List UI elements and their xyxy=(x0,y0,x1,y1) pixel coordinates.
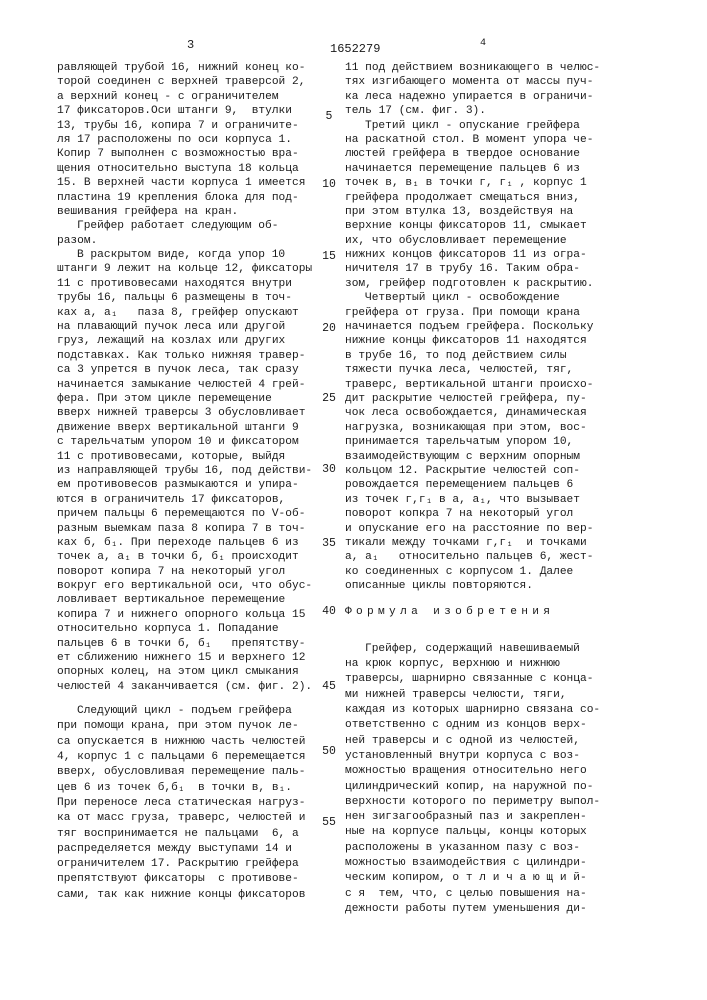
patent-number: 1652279 xyxy=(330,42,380,56)
text-line: пластина 19 крепления блока для под- xyxy=(57,191,322,205)
text-line: Копир 7 выполнен с возможностью вра- xyxy=(57,147,322,161)
text-line: а, а₁ относительно пальцев 6, жест- xyxy=(345,550,645,564)
text-line: вверх нижней траверсы 3 обусловливает xyxy=(57,406,322,420)
text-line: ет сближению нижнего 15 и верхнего 12 xyxy=(57,651,322,665)
text-line: расположены в указанном пазу с воз- xyxy=(345,841,645,856)
text-line: разным выемкам паза 8 копира 7 в точ- xyxy=(57,522,322,536)
line-number: 10 xyxy=(320,178,338,191)
text-line: при помощи крана, при этом пучок ле- xyxy=(57,719,322,734)
text-line: разом. xyxy=(57,234,322,248)
text-line: поворот копкра 7 на некоторый угол xyxy=(345,507,645,521)
line-number: 50 xyxy=(320,745,338,758)
text-line: грейфера продолжает смещаться вниз, xyxy=(345,191,645,205)
line-number: 25 xyxy=(320,392,338,405)
text-line: нижних концов фиксаторов 11 из огра- xyxy=(345,248,645,262)
line-number: 5 xyxy=(320,110,338,123)
text-line: ля 17 расположены по оси корпуса 1. xyxy=(57,133,322,147)
page-number-left: 3 xyxy=(187,38,194,52)
text-line: нагрузка, возникающая при этом, вос- xyxy=(345,421,645,435)
text-line: препятствуют фиксаторы с противове- xyxy=(57,872,322,887)
text-line: равляющей трубой 16, нижний конец ко- xyxy=(57,61,322,75)
text-line: са опускается в нижнюю часть челюстей xyxy=(57,735,322,750)
text-line: ней траверсы и с одной из челюстей, xyxy=(345,734,645,749)
text-line: грейфера от груза. При помощи крана xyxy=(345,306,645,320)
line-number: 30 xyxy=(320,463,338,476)
text-line: ем противовесов размыкаются и упира- xyxy=(57,478,322,492)
text-line: и опускание его на расстояние по вер- xyxy=(345,522,645,536)
text-line: движение вверх вертикальной штанги 9 xyxy=(57,421,322,435)
text-line: начинается перемещение пальцев 6 из xyxy=(345,162,645,176)
text-line: штанги 9 лежит на кольце 12, фиксаторы xyxy=(57,262,322,276)
text-line: кольцом 12. Раскрытие челюстей соп- xyxy=(345,464,645,478)
text-line: поворот копира 7 на некоторый угол xyxy=(57,565,322,579)
text-line: цев 6 из точек б,б₁ в точки в, в₁. xyxy=(57,781,322,796)
text-line: Грейфер, содержащий навешиваемый xyxy=(345,642,645,657)
text-line: ческим копиром, о т л и ч а ю щ и й- xyxy=(345,871,645,886)
text-line: 4, корпус 1 с пальцами 6 перемещается xyxy=(57,750,322,765)
right-text-column xyxy=(345,61,645,917)
text-line: описанные циклы повторяются. xyxy=(345,579,645,593)
line-number: 45 xyxy=(320,680,338,693)
text-line: тяжести пучка леса, челюстей, тяг, xyxy=(345,363,645,377)
text-line: При переносе леса статическая нагруз- xyxy=(57,796,322,811)
text-line: челюстей 4 заканчивается (см. фиг. 2). xyxy=(57,680,322,694)
text-line: дежности работы путем уменьшения ди- xyxy=(345,902,645,917)
paragraph xyxy=(57,248,322,694)
text-line: при этом втулка 13, воздействуя на xyxy=(345,205,645,219)
text-line: сами, так как нижние концы фиксаторов xyxy=(57,888,322,903)
text-line: ках б, б₁. При переходе пальцев 6 из xyxy=(57,536,322,550)
text-line: ловливает вертикальное перемещение xyxy=(57,593,322,607)
text-line: щения относительно выступа 18 кольца xyxy=(57,162,322,176)
text-line: 11 под действием возникающего в челюс- xyxy=(345,61,645,75)
text-line: установленный внутри корпуса с воз- xyxy=(345,749,645,764)
text-line: можностью взаимодействия с цилиндри- xyxy=(345,856,645,871)
text-line: вверх, обусловливая перемещение паль- xyxy=(57,765,322,780)
text-line: распределяется между выступами 14 и xyxy=(57,842,322,857)
text-line: на раскатной стол. В момент упора че- xyxy=(345,133,645,147)
text-line: 15. В верхней части корпуса 1 имеется xyxy=(57,176,322,190)
text-line: принимается тарельчатым упором 10, xyxy=(345,435,645,449)
text-line: люстей грейфера в твердое основание xyxy=(345,147,645,161)
text-line: са 3 упрется в пучок леса, так сразу xyxy=(57,363,322,377)
text-line: дит раскрытие челюстей грейфера, пу- xyxy=(345,392,645,406)
text-line: ках а, а₁ паза 8, грейфер опускают xyxy=(57,306,322,320)
paragraph xyxy=(57,219,322,248)
text-line: ка от масс груза, траверс, челюстей и xyxy=(57,811,322,826)
paragraph xyxy=(345,642,645,917)
line-number: 55 xyxy=(320,816,338,829)
text-line: с тарельчатым упором 10 и фиксатором xyxy=(57,435,322,449)
text-line: трубы 16, пальцы 6 размещены в точ- xyxy=(57,291,322,305)
text-line: пальцев 6 в точки б, б₁ препятству- xyxy=(57,637,322,651)
text-line: зом, грейфер подготовлен к раскрытию. xyxy=(345,277,645,291)
text-line: чок леса освобождается, динамическая xyxy=(345,406,645,420)
paragraph xyxy=(57,704,322,903)
text-line: точек а, а₁ в точки б, б₁ происходит xyxy=(57,550,322,564)
paragraph xyxy=(345,291,645,593)
text-line: начинается замыкание челюстей 4 грей- xyxy=(57,378,322,392)
text-line: взаимодействующим с верхним опорным xyxy=(345,450,645,464)
text-line: из направляющей трубы 16, под действи- xyxy=(57,464,322,478)
page-number-right: 4 xyxy=(480,38,486,49)
text-line: можностью вращения относительно него xyxy=(345,764,645,779)
text-line: траверсы, шарнирно связанные с конца- xyxy=(345,672,645,687)
text-line: относительно корпуса 1. Попадание xyxy=(57,622,322,636)
text-line: Следующий цикл - подъем грейфера xyxy=(57,704,322,719)
text-line: ются в ограничитель 17 фиксаторов, xyxy=(57,493,322,507)
text-line: вокруг его вертикальной оси, что обус- xyxy=(57,579,322,593)
text-line: вешивания грейфера на кран. xyxy=(57,205,322,219)
text-line: 11 с противовесами находятся внутри xyxy=(57,277,322,291)
line-number: 20 xyxy=(320,322,338,335)
text-line: торой соединен с верхней траверсой 2, xyxy=(57,75,322,89)
text-line: тях изгибающего момента от массы пуч- xyxy=(345,75,645,89)
text-line: нен зигзагообразный паз и закреплен- xyxy=(345,810,645,825)
text-line: с я тем, что, с целью повышения на- xyxy=(345,887,645,902)
text-line: точек в, в₁ в точки г, г₁ , корпус 1 xyxy=(345,176,645,190)
line-number: 15 xyxy=(320,250,338,263)
text-line: на плавающий пучок леса или другой xyxy=(57,320,322,334)
text-line: на крюк корпус, верхнюю и нижнюю xyxy=(345,657,645,672)
text-line: 11 с противовесами, которые, выйдя xyxy=(57,450,322,464)
text-line: 17 фиксаторов.Оси штанги 9, втулки xyxy=(57,104,322,118)
text-line: ровождается перемещением пальцев 6 xyxy=(345,478,645,492)
line-number: 40 xyxy=(320,605,338,618)
left-text-column xyxy=(57,61,322,903)
text-line: каждая из которых шарнирно связана со- xyxy=(345,703,645,718)
text-line: ка леса надежно упирается в ограничи- xyxy=(345,90,645,104)
text-line: причем пальцы 6 перемещаются по V-об- xyxy=(57,507,322,521)
text-line: тяг воспринимается не пальцами 6, а xyxy=(57,827,322,842)
paragraph xyxy=(345,119,645,292)
text-line: траверс, вертикальной штанги происхо- xyxy=(345,378,645,392)
text-line: начинается подъем грейфера. Поскольку xyxy=(345,320,645,334)
text-line: ко соединенных с корпусом 1. Далее xyxy=(345,565,645,579)
text-line: а верхний конец - с ограничителем xyxy=(57,90,322,104)
text-line: 13, трубы 16, копира 7 и ограничите- xyxy=(57,119,322,133)
text-line: ные на корпусе пальцы, концы которых xyxy=(345,825,645,840)
text-line: Грейфер работает следующим об- xyxy=(57,219,322,233)
text-line: опорных колец, на этом цикл смыкания xyxy=(57,665,322,679)
text-line: фера. При этом цикле перемещение xyxy=(57,392,322,406)
text-line: верхности которого по периметру выпол- xyxy=(345,795,645,810)
text-line: ответственно с одним из концов верх- xyxy=(345,718,645,733)
text-line: нижние концы фиксаторов 11 находятся xyxy=(345,334,645,348)
text-line: Третий цикл - опускание грейфера xyxy=(345,119,645,133)
text-line: их, что обусловливает перемещение xyxy=(345,234,645,248)
formula-heading: Формула изобретения xyxy=(345,605,645,619)
text-line: тель 17 (см. фиг. 3). xyxy=(345,104,645,118)
text-line: В раскрытом виде, когда упор 10 xyxy=(57,248,322,262)
text-line: ограничителем 17. Раскрытию грейфера xyxy=(57,857,322,872)
text-line: из точек г,г₁ в а, а₁, что вызывает xyxy=(345,493,645,507)
paragraph xyxy=(345,61,645,119)
text-line: ми нижней траверсы челюсти, тяги, xyxy=(345,688,645,703)
text-line: подставках. Как только нижняя травер- xyxy=(57,349,322,363)
text-line: цилиндрический копир, на наружной по- xyxy=(345,780,645,795)
text-line: груз, лежащий на козлах или других xyxy=(57,334,322,348)
text-line: копира 7 и нижнего опорного кольца 15 xyxy=(57,608,322,622)
text-line: в трубе 16, то под действием силы xyxy=(345,349,645,363)
text-line: Четвертый цикл - освобождение xyxy=(345,291,645,305)
line-number: 35 xyxy=(320,537,338,550)
text-line: тикали между точками г,г₁ и точками xyxy=(345,536,645,550)
text-line: верхние концы фиксаторов 11, смыкает xyxy=(345,219,645,233)
text-line: ничителя 17 в трубу 16. Таким обра- xyxy=(345,262,645,276)
paragraph xyxy=(57,61,322,219)
